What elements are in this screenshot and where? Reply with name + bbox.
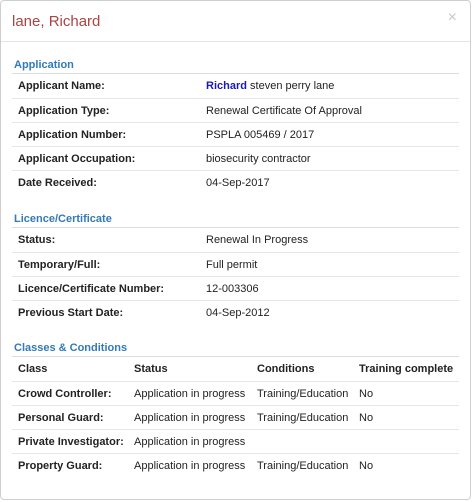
field-label: Application Type:: [18, 105, 110, 117]
table-row: [12, 405, 459, 429]
table-row: [12, 429, 459, 453]
field-label: Application Number:: [18, 129, 127, 141]
dialog-header: [1, 1, 470, 42]
field-label: Licence/Certificate Number:: [18, 283, 165, 295]
field-label: Status:: [18, 234, 56, 246]
field-row-applicant-occupation: [12, 146, 459, 170]
field-value: PSPLA 005469 / 2017: [206, 129, 315, 141]
table-row: [12, 381, 459, 405]
class-training: No: [359, 412, 374, 424]
class-status: Application in progress: [134, 460, 246, 472]
field-row-licence-number: [12, 276, 459, 300]
class-conditions: Training/Education: [257, 412, 349, 424]
field-value: Renewal In Progress: [206, 234, 309, 246]
field-label: Previous Start Date:: [18, 307, 124, 319]
column-header-status: Status: [134, 363, 168, 375]
field-label: Applicant Occupation:: [18, 153, 136, 165]
field-value: 12-003306: [206, 283, 259, 295]
field-row-application-type: [12, 98, 459, 122]
applicant-rest-name: steven perry lane: [250, 80, 335, 92]
classes-table-header: [12, 357, 459, 381]
class-training: No: [359, 460, 374, 472]
column-header-training: Training complete: [359, 363, 454, 375]
field-row-temporary-full: [12, 252, 459, 276]
class-name: Personal Guard:: [18, 412, 104, 424]
class-status: Application in progress: [134, 412, 246, 424]
class-status: Application in progress: [134, 436, 246, 448]
field-label: Temporary/Full:: [18, 259, 101, 271]
field-value: 04-Sep-2012: [206, 307, 270, 319]
class-conditions: Training/Education: [257, 460, 349, 472]
applicant-first-name: Richard: [206, 80, 247, 92]
field-value: Renewal Certificate Of Approval: [206, 105, 362, 117]
field-row-date-received: [12, 170, 459, 194]
field-row-application-number: [12, 122, 459, 146]
field-row-applicant-name: [12, 74, 459, 98]
close-icon[interactable]: ×: [447, 9, 457, 26]
field-value: biosecurity contractor: [206, 153, 311, 165]
applicant-name-value: [206, 80, 334, 92]
section-title-licence: Licence/Certificate: [14, 213, 112, 225]
field-label: Applicant Name:: [18, 80, 105, 92]
dialog-title: lane, Richard: [12, 13, 101, 30]
class-status: Application in progress: [134, 388, 246, 400]
field-label: Date Received:: [18, 177, 97, 189]
class-conditions: Training/Education: [257, 388, 349, 400]
class-name: Property Guard:: [18, 460, 103, 472]
class-name: Crowd Controller:: [18, 388, 112, 400]
section-title-application: Application: [14, 59, 74, 71]
table-row: [12, 453, 459, 477]
column-header-conditions: Conditions: [257, 363, 315, 375]
field-value: Full permit: [206, 259, 258, 271]
class-training: No: [359, 388, 374, 400]
column-header-class: Class: [18, 363, 48, 375]
field-row-previous-start-date: [12, 300, 459, 324]
section-title-classes: Classes & Conditions: [14, 342, 128, 354]
class-name: Private Investigator:: [18, 436, 124, 448]
field-value: 04-Sep-2017: [206, 177, 270, 189]
field-row-status: [12, 228, 459, 252]
